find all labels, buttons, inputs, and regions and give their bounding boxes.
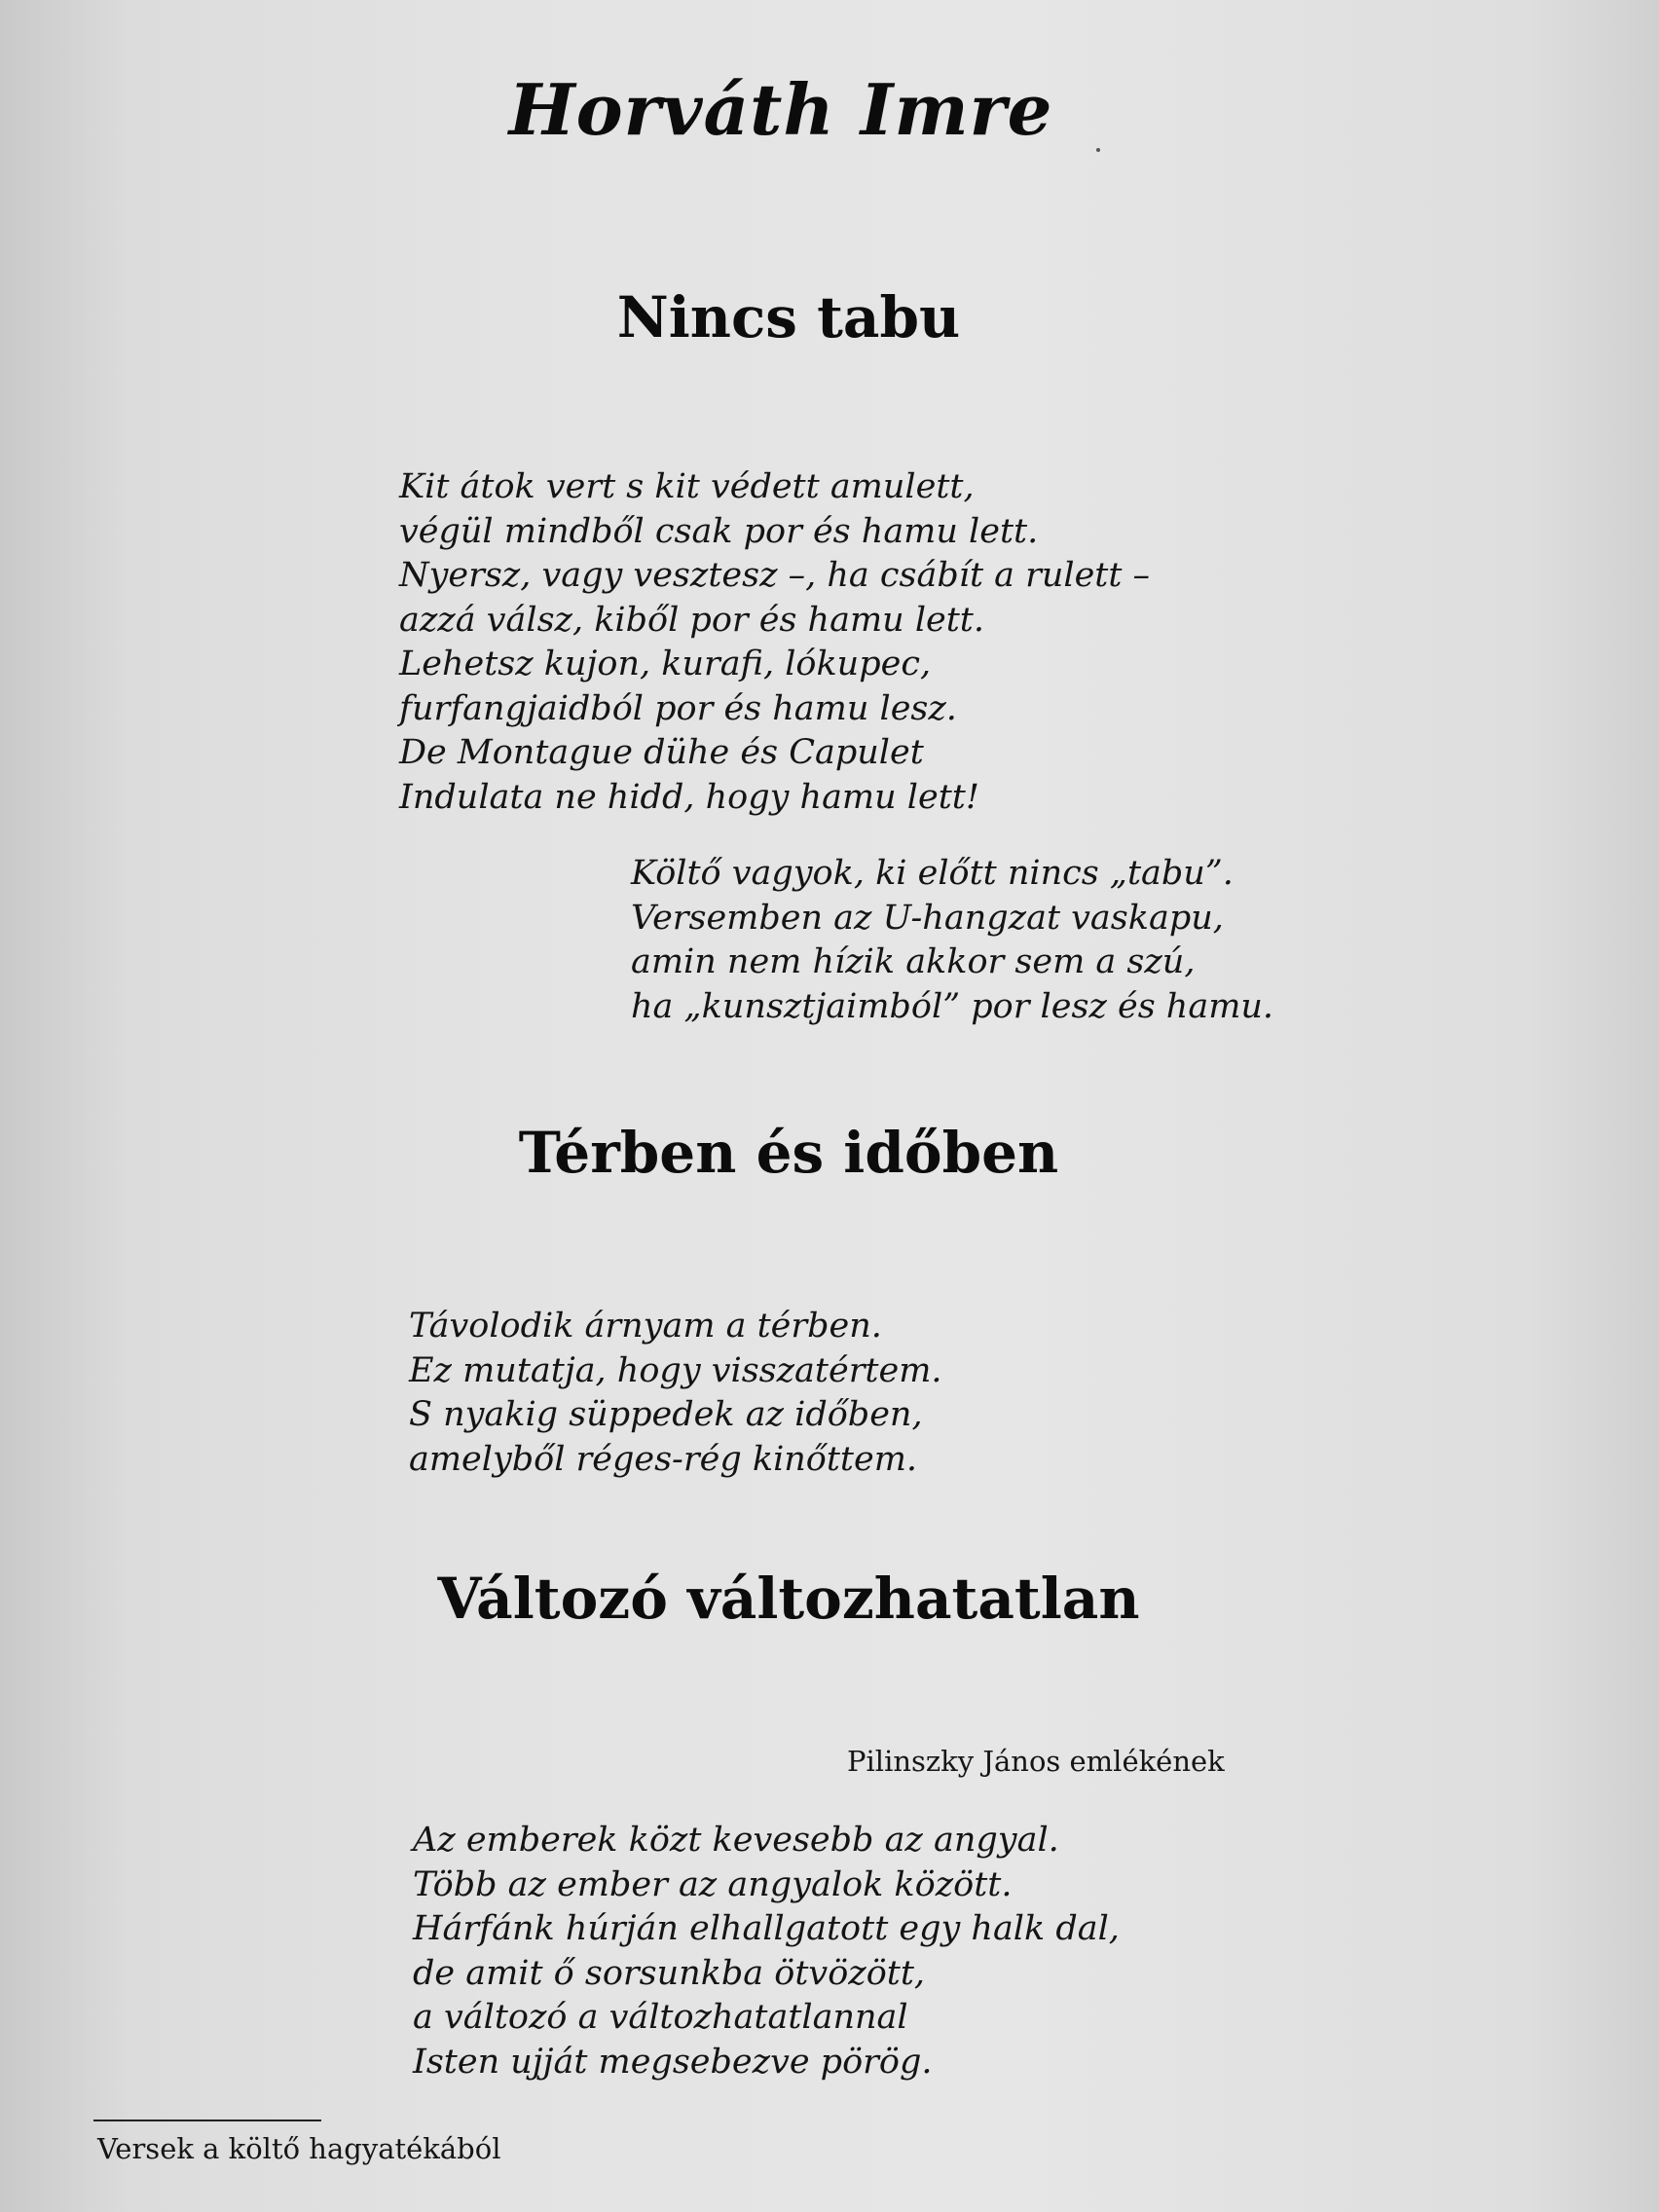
poem-line: de amit ő sorsunkba ötvözött, — [413, 1953, 926, 1993]
poem-title-nincs-tabu: Nincs tabu — [616, 284, 961, 350]
poem-line: Ez mutatja, hogy visszatértem. — [409, 1350, 942, 1390]
poem-line: Lehetsz kujon, kurafi, lókupec, — [399, 645, 932, 683]
poem-line: Isten ujját megsebezve pörög. — [413, 2042, 933, 2082]
poem-dedication: Pilinszky János emlékének — [847, 1745, 1225, 1778]
poem-line: Versemben az U-hangzat vaskapu, — [631, 898, 1224, 938]
author-name: Horváth Imre — [508, 68, 1053, 151]
poem-stanza — [399, 465, 1150, 820]
poem-line: Az emberek közt kevesebb az angyal. — [413, 1821, 1059, 1860]
poem-line: Hárfánk húrján elhallgatott egy halk dal, — [413, 1909, 1120, 1948]
footnote: Versek a költő hagyatékából — [97, 2132, 501, 2165]
poem-line: ha „kunsztjaimból” por lesz és hamu. — [631, 986, 1274, 1026]
poem-line: amin nem hízik akkor sem a szú, — [631, 942, 1196, 981]
poem-line: furfangjaidból por és hamu lesz. — [399, 688, 957, 728]
poem-stanza — [409, 1305, 942, 1482]
footnote-divider — [93, 2120, 321, 2121]
poem-title-terben-es-idoben: Térben és időben — [518, 1120, 1059, 1186]
poem-line: amelyből réges-rég kinőttem. — [409, 1439, 918, 1479]
poem-line: S nyakig süppedek az időben, — [409, 1395, 923, 1434]
poem-line: Nyersz, vagy vesztesz –, ha csábít a rulett – — [399, 556, 1151, 595]
poem-line: azzá válsz, kiből por és hamu lett. — [399, 600, 984, 640]
poem-line: De Montague dühe és Capulet — [399, 733, 924, 772]
poem-title-valtozo-valtozhatatlan: Változó változhatatlan — [437, 1566, 1140, 1632]
poem-stanza — [631, 852, 1273, 1029]
poem-stanza — [413, 1819, 1120, 2084]
poem-line: végül mindből csak por és hamu lett. — [399, 511, 1039, 551]
poem-line: Távolodik árnyam a térben. — [409, 1307, 882, 1346]
poem-line: Költő vagyok, ki előtt nincs „tabu”. — [631, 854, 1234, 893]
poem-line: Kit átok vert s kit védett amulett, — [399, 467, 975, 506]
poem-line: Indulata ne hidd, hogy hamu lett! — [399, 777, 979, 817]
poem-line: a változó a változhatatlannal — [413, 1998, 908, 2037]
poem-line: Több az ember az angyalok között. — [413, 1864, 1013, 1904]
